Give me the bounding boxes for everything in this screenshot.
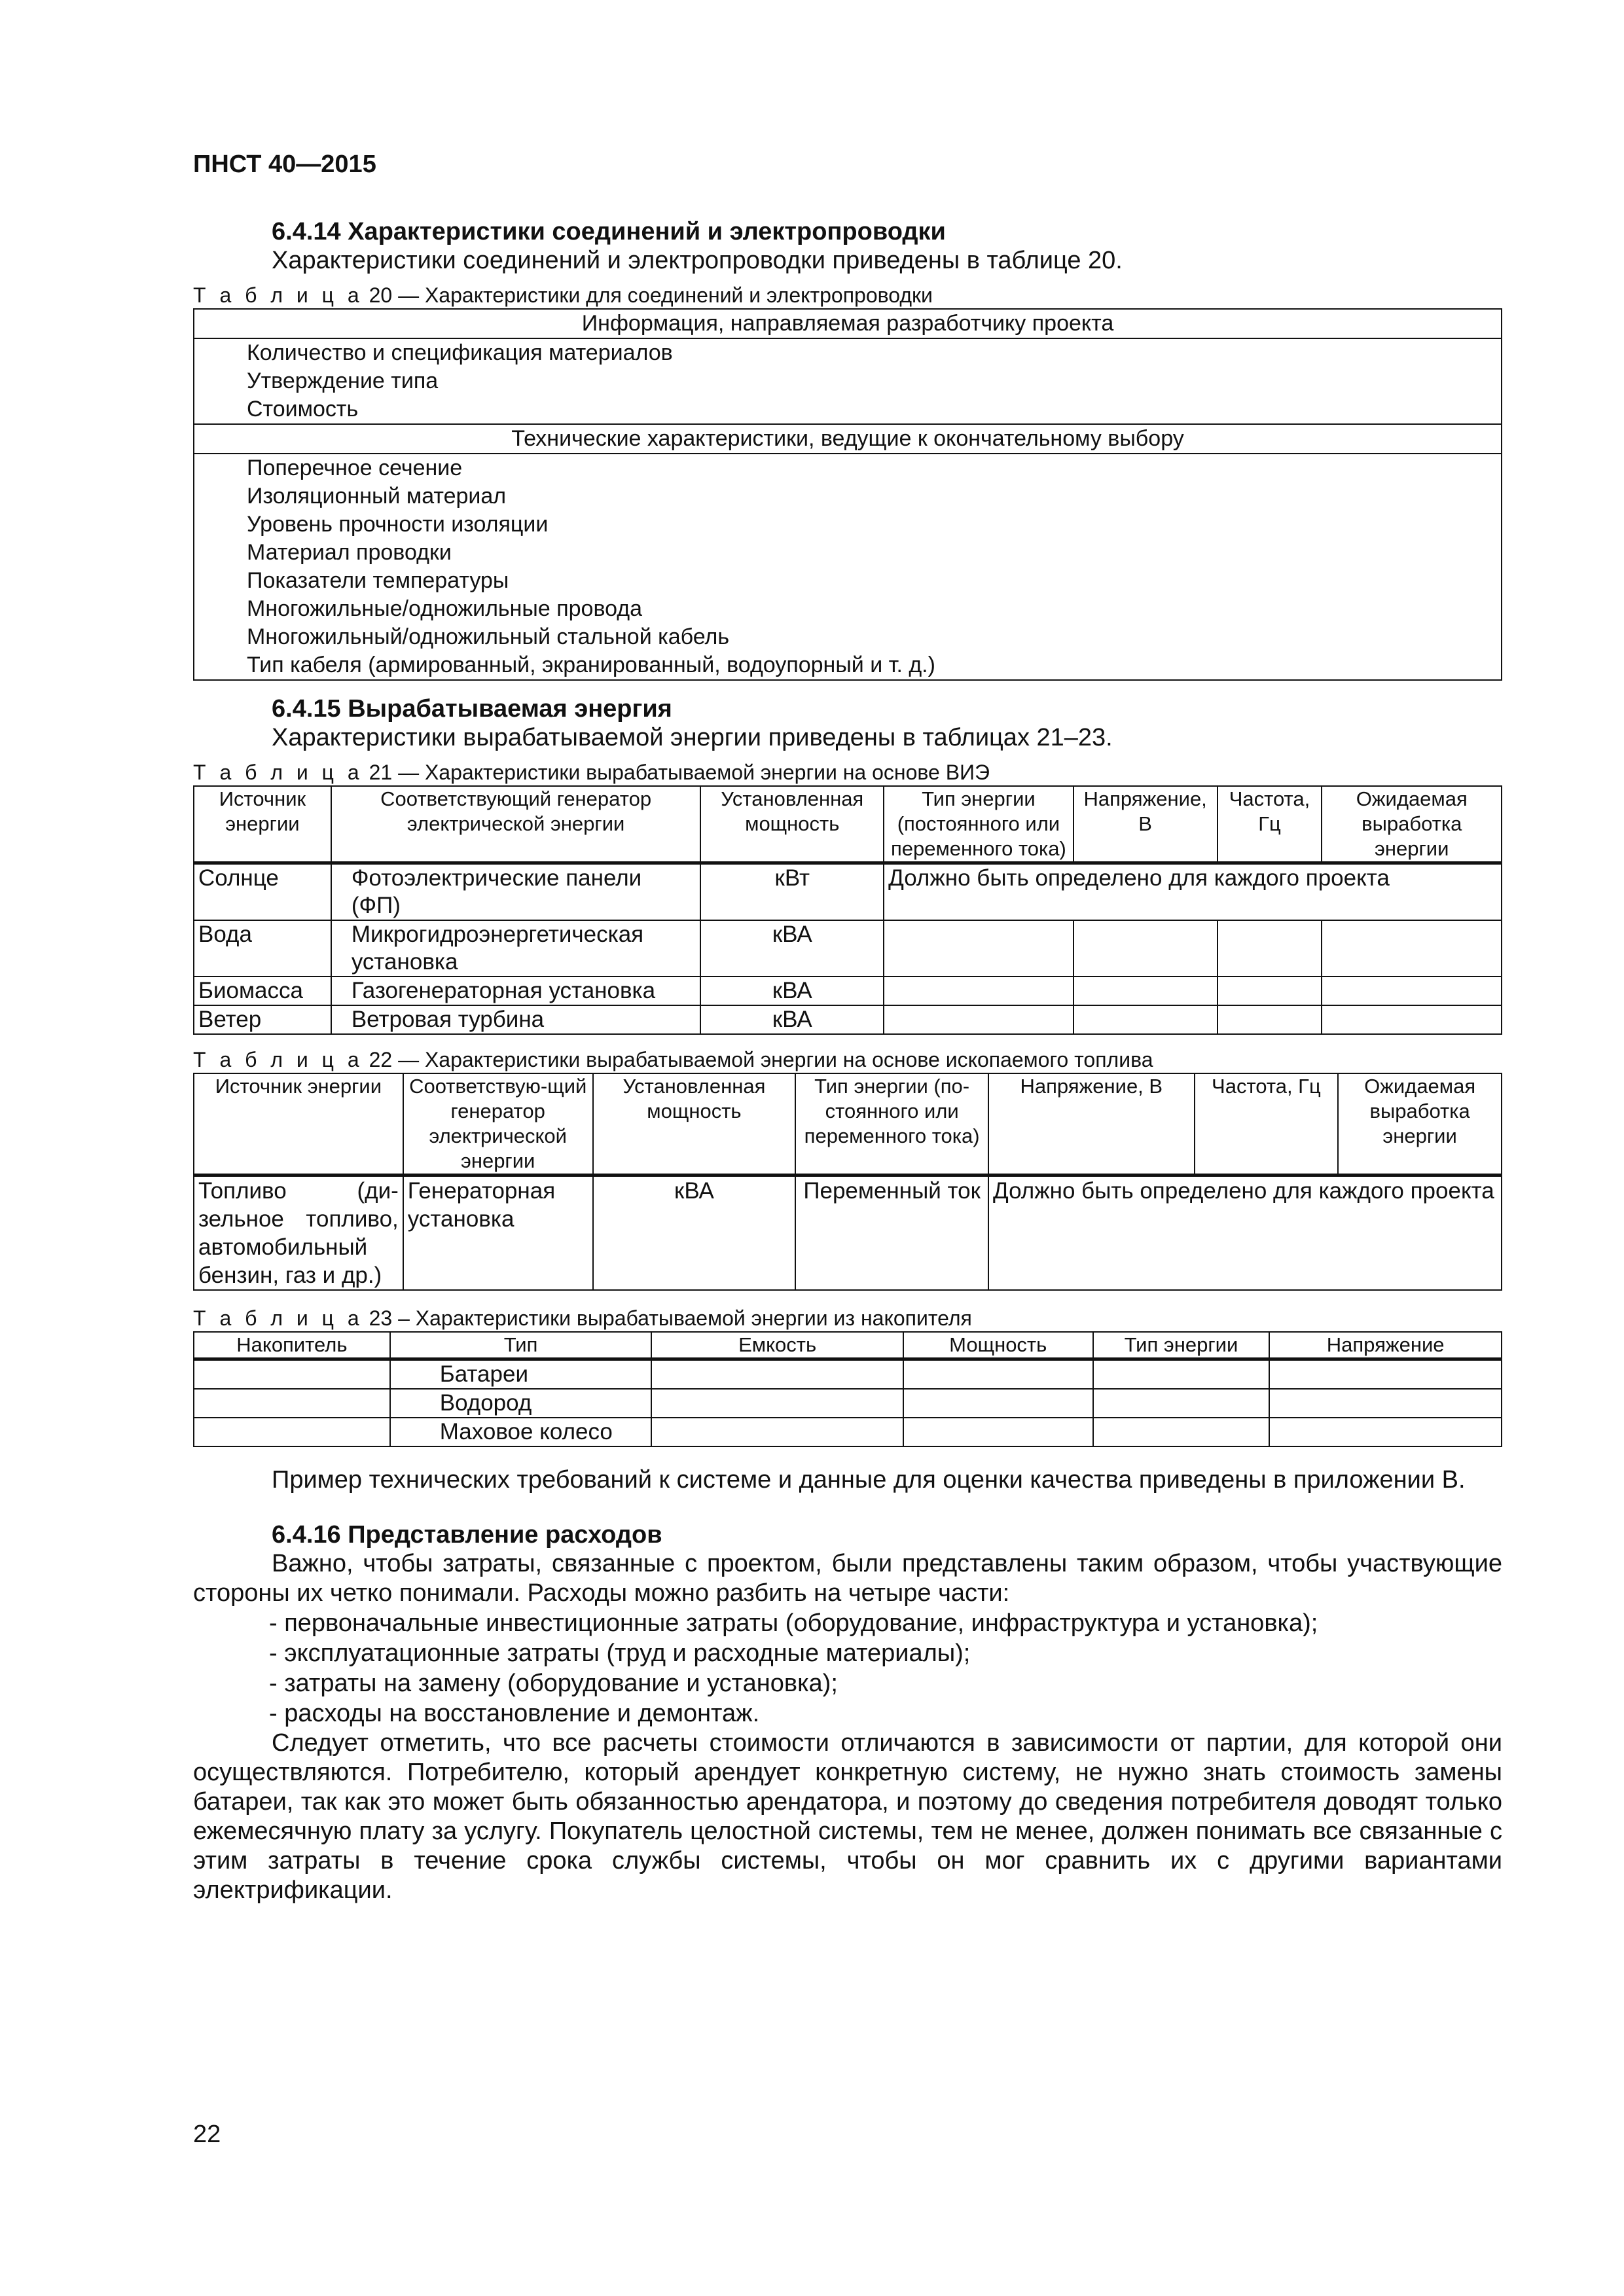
table-22-generator: Генераторная установка: [403, 1175, 593, 1291]
table-20-item: Тип кабеля (армированный, экранированный, водоупорный и т. д.): [247, 653, 935, 677]
table-20-item: Многожильный/одножильный стальной кабель: [247, 624, 730, 649]
section-6-4-15-intro: Характеристики вырабатываемой энергии приведены в таблицах 21–23.: [272, 724, 1113, 751]
table-22-col-header: Соответствую-щий генератор электрической энергии: [403, 1073, 593, 1175]
table-21-caption-text: 21 — Характеристики вырабатываемой энергии на основе ВИЭ: [363, 761, 990, 784]
table-21-empty-cell: [884, 1005, 1074, 1034]
example-paragraph: Пример технических требований к системе и данные для оценки качества приведены в приложении В.: [272, 1466, 1466, 1494]
cost-list-item: - эксплуатационные затраты (труд и расходные материалы);: [269, 1640, 971, 1667]
table-23-col-header: Мощность: [903, 1332, 1093, 1359]
table-23-empty-cell: [194, 1359, 390, 1390]
table-20-item: Многожильные/одножильные провода: [247, 596, 643, 621]
table-23-empty-cell: [651, 1359, 903, 1390]
table-row: [194, 1005, 1502, 1034]
table-23-empty-cell: [194, 1389, 390, 1418]
table-row: [194, 977, 1502, 1005]
section-6-4-15-title: 6.4.15 Вырабатываемая энергия: [272, 695, 672, 723]
table-23-col-header: Накопитель: [194, 1332, 390, 1359]
table-22-col-header: Ожидаемая выработка энергии: [1338, 1073, 1502, 1175]
table-21-caption: [193, 759, 1502, 785]
page-number: 22: [193, 2121, 221, 2148]
table-21-label: Т а б л и ц а: [193, 761, 363, 784]
table-20-item: Уровень прочности изоляции: [247, 512, 549, 537]
table-21-generator: Ветровая турбина: [331, 1005, 701, 1034]
table-21-empty-cell: [1322, 920, 1502, 977]
table-21-empty-cell: [1074, 920, 1218, 977]
table-21-power: кВА: [700, 1005, 884, 1034]
table-23-caption-text: 23 – Характеристики вырабатываемой энергии из накопителя: [363, 1306, 972, 1330]
table-21-empty-cell: [884, 977, 1074, 1005]
table-21-generator: Газогенераторная установка: [331, 977, 701, 1005]
table-21-col-header: Источник энергии: [194, 786, 331, 863]
table-21-source: Солнце: [194, 863, 331, 921]
table-22-col-header: Источник энергии: [194, 1073, 403, 1175]
table-21-col-header: Напряжение, В: [1074, 786, 1218, 863]
table-23: [193, 1331, 1502, 1447]
table-21-col-header: Ожидаемая выработка энергии: [1322, 786, 1502, 863]
table-21-empty-cell: [1322, 977, 1502, 1005]
table-23-empty-cell: [903, 1418, 1093, 1446]
table-20-group-1: [194, 338, 1502, 424]
table-23-col-header: Емкость: [651, 1332, 903, 1359]
table-23-empty-cell: [903, 1389, 1093, 1418]
table-20-label: Т а б л и ц а: [193, 283, 363, 307]
table-21-empty-cell: [1074, 1005, 1218, 1034]
table-row: [194, 863, 1502, 921]
table-21-empty-cell: [1218, 1005, 1322, 1034]
table-23-empty-cell: [651, 1418, 903, 1446]
table-23-empty-cell: [1093, 1418, 1270, 1446]
table-23-empty-cell: [1269, 1359, 1502, 1390]
table-20-caption-text: 20 — Характеристики для соединений и электропроводки: [363, 283, 933, 307]
table-23-empty-cell: [194, 1418, 390, 1446]
table-21-generator: Фотоэлектрические панели (ФП): [331, 863, 701, 921]
section-6-4-16-paragraph-2: Следует отметить, что все расчеты стоимости отличаются в зависимости от партии, для которой они осуществляются. Потребителю, который арендует конкретную систему, не нужно знать стоимость замены батареи, так как это может быть обязанностью арендатора, и поэтому до сведения потребителя доводят только ежемесячную плату за услугу. Покупатель целостной системы, тем не менее, должен понимать все связанные с этим затраты в течение срока службы системы, чтобы он мог сравнить их с другими вариантами электрификации.: [193, 1729, 1502, 1904]
cost-list-item: - затраты на замену (оборудование и установка);: [269, 1670, 838, 1697]
table-row: [194, 1175, 1502, 1291]
table-21-power: кВА: [700, 977, 884, 1005]
table-21-source: Вода: [194, 920, 331, 977]
table-22-caption-text: 22 — Характеристики вырабатываемой энергии на основе ископаемого топлива: [363, 1048, 1153, 1071]
table-20-item: Количество и спецификация материалов: [247, 340, 673, 365]
section-6-4-16-title: 6.4.16 Представление расходов: [272, 1521, 662, 1549]
table-21-empty-cell: [1218, 977, 1322, 1005]
section-6-4-14-title: 6.4.14 Характеристики соединений и электропроводки: [272, 218, 946, 245]
table-21-empty-cell: [1322, 1005, 1502, 1034]
table-23-col-header: Тип: [390, 1332, 652, 1359]
table-20-item: Показатели температуры: [247, 568, 509, 593]
table-20: [193, 308, 1502, 681]
table-21-col-header: Частота, Гц: [1218, 786, 1322, 863]
cost-list-item: - расходы на восстановление и демонтаж.: [269, 1700, 760, 1727]
table-23-empty-cell: [651, 1389, 903, 1418]
table-22-note: Должно быть определено для каждого проекта: [988, 1175, 1502, 1291]
table-23-col-header: Напряжение: [1269, 1332, 1502, 1359]
table-row: [194, 1418, 1502, 1446]
table-23-empty-cell: [1093, 1359, 1270, 1390]
table-23-empty-cell: [1269, 1389, 1502, 1418]
cost-list-item: - первоначальные инвестиционные затраты (оборудование, инфраструктура и установка);: [269, 1609, 1318, 1637]
table-21-col-header: Тип энергии (постоянного или переменного тока): [884, 786, 1074, 863]
table-23-type: Маховое колесо: [390, 1418, 652, 1446]
table-20-item: Материал проводки: [247, 540, 452, 565]
table-23-empty-cell: [1269, 1418, 1502, 1446]
table-23-caption: [193, 1305, 1502, 1331]
table-row: [194, 1359, 1502, 1390]
table-20-item: Изоляционный материал: [247, 484, 507, 509]
table-20-group-2: [194, 454, 1502, 680]
table-21: [193, 785, 1502, 1035]
section-6-4-14-intro: Характеристики соединений и электропроводки приведены в таблице 20.: [272, 247, 1123, 274]
table-23-type: Водород: [390, 1389, 652, 1418]
table-20-item: Стоимость: [247, 397, 359, 422]
table-22-caption: [193, 1047, 1502, 1073]
table-row: [194, 1389, 1502, 1418]
page-content: [193, 151, 1502, 1905]
table-21-source: Ветер: [194, 1005, 331, 1034]
table-21-generator: Микрогидроэнергетическая установка: [331, 920, 701, 977]
table-20-item: Поперечное сечение: [247, 456, 463, 480]
table-22-source: Топливо (ди-зельное топливо, автомобильный бензин, газ и др.): [194, 1175, 403, 1291]
table-22-energy-type: Переменный ток: [795, 1175, 988, 1291]
table-20-header-1: Информация, направляемая разработчику проекта: [194, 309, 1502, 338]
table-20-item: Утверждение типа: [247, 368, 439, 393]
table-23-type: Батареи: [390, 1359, 652, 1390]
table-21-col-header: Установленная мощность: [700, 786, 884, 863]
table-21-col-header: Соответствующий генератор электрической энергии: [331, 786, 701, 863]
table-21-note: Должно быть определено для каждого проекта: [884, 863, 1502, 921]
table-23-empty-cell: [903, 1359, 1093, 1390]
standard-designation: ПНСТ 40—2015: [193, 151, 376, 178]
section-6-4-16-paragraph-1: Важно, чтобы затраты, связанные с проектом, были представлены таким образом, чтобы участвующие стороны их четко понимали. Расходы можно разбить на четыре части:: [193, 1550, 1502, 1607]
table-row: [194, 920, 1502, 977]
table-20-header-2: Технические характеристики, ведущие к окончательному выбору: [194, 424, 1502, 454]
table-21-power: кВА: [700, 920, 884, 977]
table-22-col-header: Частота, Гц: [1195, 1073, 1339, 1175]
table-21-empty-cell: [1218, 920, 1322, 977]
table-23-col-header: Тип энергии: [1093, 1332, 1270, 1359]
table-23-empty-cell: [1093, 1389, 1270, 1418]
table-21-source: Биомасса: [194, 977, 331, 1005]
table-21-power: кВт: [700, 863, 884, 921]
table-22-col-header: Установленная мощность: [593, 1073, 796, 1175]
table-22: [193, 1073, 1502, 1291]
table-22-col-header: Тип энергии (по-стоянного или переменного тока): [795, 1073, 988, 1175]
table-22-label: Т а б л и ц а: [193, 1048, 363, 1071]
table-22-col-header: Напряжение, В: [988, 1073, 1195, 1175]
table-21-empty-cell: [1074, 977, 1218, 1005]
table-20-caption: [193, 282, 1502, 308]
table-23-label: Т а б л и ц а: [193, 1306, 363, 1330]
table-21-empty-cell: [884, 920, 1074, 977]
table-22-power: кВА: [593, 1175, 796, 1291]
